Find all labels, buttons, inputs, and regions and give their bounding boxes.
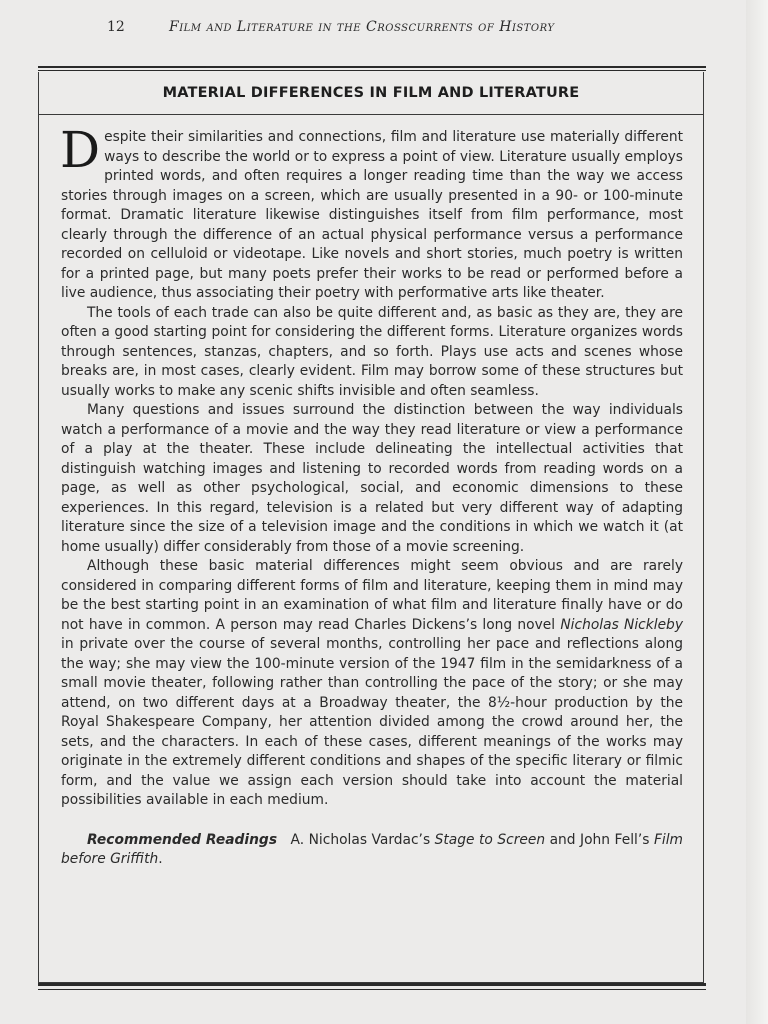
recommended-readings-label: Recommended Readings: [87, 831, 278, 848]
drop-cap: D: [60, 121, 101, 179]
paragraph-4-text-b: in private over the course of several months, controlling her pace and reflections along the way; she may view the 100-minute version of the 1947 film in the semidarkness of a small movie theater, following rather than controlling the pace of the story; or she may attend, on two different days at a Broadway theater, the 8½-hour production by the Royal Shakespeare Company, her attention divided among the crowd around her, the sets, and the characters. In each of these cases, different meanings of the works may originate in the extremely different conditions and shapes of the specific literary or filmic form, and the value we assign each version should take into account the material possibilities available in each medium.: [61, 636, 683, 808]
top-rule: [38, 66, 706, 68]
box-body: [60, 121, 683, 870]
bottom-rule: [38, 983, 706, 986]
sidebar-box: [38, 72, 704, 983]
recommended-joiner: and John Fell’s: [549, 831, 650, 848]
book-title-nicholas-nickleby: Nicholas Nickleby: [560, 616, 683, 633]
bottom-rule-thin: [38, 989, 706, 990]
paragraph-4: [61, 557, 683, 811]
running-title: Film and Literature in the Crosscurrents of History: [169, 19, 555, 35]
page-edge-shadow: [746, 0, 768, 1024]
paragraph-1-text: espite their similarities and connections, film and literature use materially different ways to describe the world or to express a point of view. Literature usually employs printed words, and often requires a longer reading time than the way we access stories through images on a screen, which are usually presented in a 90- or 100-minute format. Dramatic literature likewise distinguishes itself from film performance, most clearly through the difference of an actual physical performance versus a performance recorded on celluloid or videotape. Like novels and short stories, much poetry is written for a printed page, but many poets prefer their works to be read or performed before a live audience, thus associating their poetry with performative arts like theater.: [61, 129, 683, 301]
box-heading: MATERIAL DIFFERENCES IN FILM AND LITERATURE: [39, 72, 703, 115]
recommended-end: .: [158, 851, 163, 867]
paragraph-1: [60, 121, 683, 304]
recommended-title-1: Stage to Screen: [434, 831, 546, 848]
page-number: 12: [107, 19, 125, 35]
paragraph-4-text-a: Although these basic material differences might seem obvious and are rarely considered in comparing different forms of film and literature, keeping them in mind may be the best starting point in an examination of what film and literature finally have or do not have in common. A person may read Charles Dickens’s long novel: [61, 558, 683, 633]
paragraph-3: Many questions and issues surround the distinction between the way individuals watch a performance of a movie and the way they read literature or view a performance of a play at the theater. These include delineating the intellectual activities that distinguish watching images and listening to recorded words from reading words on a page, as well as other psychological, social, and economic dimensions to these experiences. In this regard, television is a related but very different way of adapting literature since the size of a television image and the conditions in which we watch it (at home usually) differ considerably from those of a movie screening.: [61, 402, 683, 555]
recommended-author-1: A. Nicholas Vardac’s: [290, 831, 431, 848]
top-rule-thin: [38, 70, 706, 71]
paragraph-2: The tools of each trade can also be quite different and, as basic as they are, they are often a good starting point for considering the different forms. Literature organizes words through sentences, stanzas, chapters, and so forth. Plays use acts and scenes whose breaks are, in most cases, clearly evident. Film may borrow some of these structures but usually works to make any scenic shifts invisible and often seamless.: [61, 304, 683, 399]
recommended-title-2: Film before Griffith: [61, 831, 683, 867]
recommended-readings: [61, 831, 683, 870]
